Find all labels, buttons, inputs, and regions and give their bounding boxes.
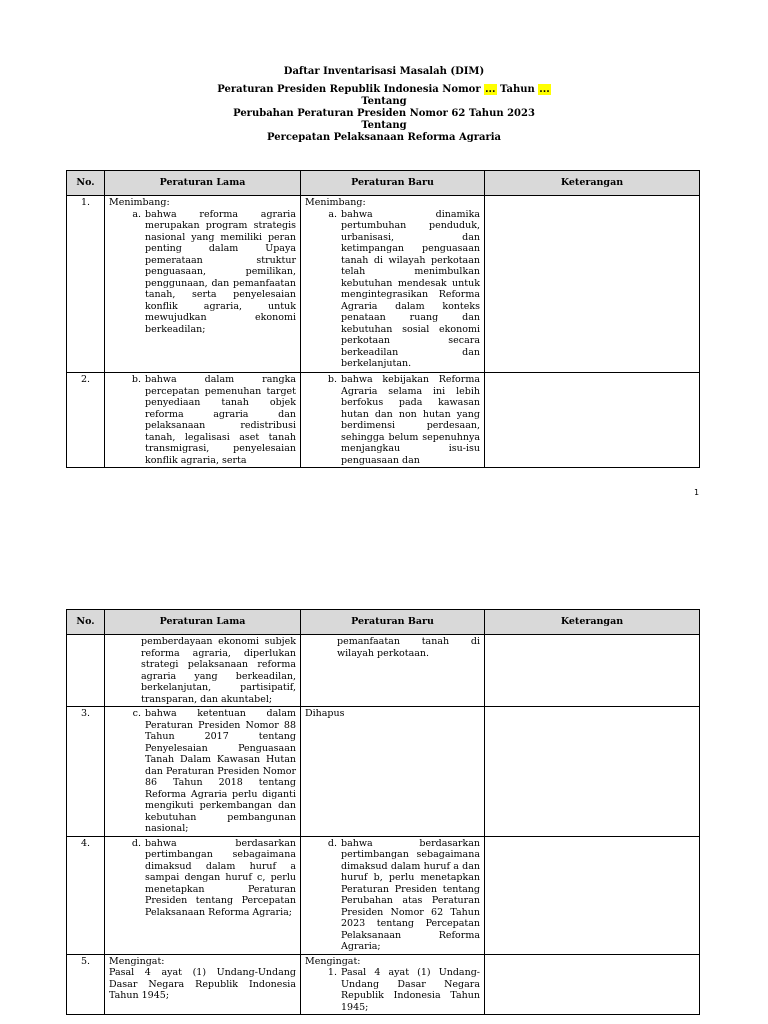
row-number: 3. xyxy=(67,707,105,837)
cell-peraturan-baru xyxy=(301,373,485,468)
item-text: Pasal 4 ayat (1) Undang-Undang Dasar Negara Republik Indonesia Tahun 1945; xyxy=(109,967,296,1001)
header-peraturan-lama: Peraturan Lama xyxy=(105,610,301,635)
document-header xyxy=(0,66,768,144)
tahun-label: Tahun xyxy=(500,84,535,95)
item-marker: a. xyxy=(328,208,337,220)
section-label-menimbang: Menimbang: xyxy=(109,197,170,208)
item-marker: a. xyxy=(132,208,141,220)
item-text: bahwa kebijakan Reforma Agraria selama ini lebih berfokus pada kawasan hutan dan non hutan yang berdimensi perdesaan, sehingga belum sepenuhnya menjangkau isu-isu penguasaan dan xyxy=(341,374,480,466)
item-text-continued: pemanfaatan tanah di wilayah perkotaan. xyxy=(337,636,480,659)
item-text: bahwa berdasarkan pertimbangan sebagaimana dimaksud dalam huruf a sampai dengan huruf c, perlu menetapkan Peraturan Presiden tentang Percepatan Pelaksanaan Reforma Agraria; xyxy=(145,837,296,918)
cell-peraturan-lama xyxy=(105,373,301,468)
item-text: bahwa dinamika pertumbuhan penduduk, urbanisasi, dan ketimpangan penguasaan tanah di wilayah perkotaan telah menimbulkan kebutuhan mendesak untuk mengintegrasikan Reforma Agraria dalam konteks penataan ruang dan kebutuhan sosial ekonomi perkotaan secara berkeadilan dan berkelanjutan. xyxy=(341,208,480,369)
cell-peraturan-lama xyxy=(105,707,301,837)
item-text-continued: pemberdayaan ekonomi subjek reforma agraria, diperlukan strategi pelaksanaan reforma agraria yang berkeadilan, berkelanjutan, partisipatif, transparan, dan akuntabel; xyxy=(141,636,296,705)
header-peraturan-baru: Peraturan Baru xyxy=(301,171,485,196)
deleted-text: Dihapus xyxy=(305,708,345,719)
item-marker: b. xyxy=(131,374,141,385)
cell-peraturan-lama xyxy=(105,196,301,373)
cell-peraturan-baru xyxy=(301,954,485,1015)
row-number xyxy=(67,635,105,707)
table-row xyxy=(67,954,700,1015)
cell-keterangan xyxy=(485,707,700,837)
row-number: 4. xyxy=(67,836,105,954)
perubahan-line: Perubahan Peraturan Presiden Nomor 62 Tahun 2023 xyxy=(233,108,535,119)
item-text: bahwa ketentuan dalam Peraturan Presiden Nomor 88 Tahun 2017 tentang Penyelesaian Penguasaan Tanah Dalam Kawasan Hutan dan Peraturan Presiden Nomor 86 Tahun 2018 tentang Reforma Agraria perlu diganti mengikuti perkembangan dan kebutuhan pembangunan nasional; xyxy=(145,708,296,834)
table-row xyxy=(67,707,700,837)
table-row xyxy=(67,196,700,373)
item-marker: d. xyxy=(131,837,141,849)
header-no: No. xyxy=(67,171,105,196)
item-text: bahwa berdasarkan pertimbangan sebagaimana dimaksud dalam huruf a dan huruf b, perlu menetapkan Peraturan Presiden tentang Perubahan atas Peraturan Presiden Nomor 62 Tahun 2023 tentang Percepatan Pelaksanaan Reforma Agraria; xyxy=(341,837,480,952)
section-label-mengingat: Mengingat: xyxy=(305,955,361,967)
document-title: Daftar Inventarisasi Masalah (DIM) xyxy=(283,66,485,77)
cell-peraturan-baru xyxy=(301,707,485,837)
cell-peraturan-lama xyxy=(105,836,301,954)
table-row xyxy=(67,836,700,954)
cell-keterangan xyxy=(485,196,700,373)
table-row xyxy=(67,373,700,468)
perpres-prefix: Peraturan Presiden Republik Indonesia Nomor xyxy=(217,84,481,95)
item-text: Pasal 4 ayat (1) Undang-Undang Dasar Negara Republik Indonesia Tahun 1945; xyxy=(341,967,480,1013)
cell-peraturan-baru xyxy=(301,196,485,373)
cell-peraturan-lama xyxy=(105,954,301,1015)
tentang-label-1: Tentang xyxy=(361,96,407,107)
item-marker: 1. xyxy=(327,967,337,978)
perpres-line xyxy=(0,84,768,96)
item-marker: d. xyxy=(327,837,337,849)
nomor-placeholder: ... xyxy=(485,84,496,95)
tentang-label-2: Tentang xyxy=(361,120,407,131)
cell-peraturan-baru xyxy=(301,635,485,707)
dim-table-page-1 xyxy=(66,170,700,468)
table-row xyxy=(67,635,700,707)
section-label-menimbang: Menimbang: xyxy=(305,197,366,208)
header-peraturan-lama: Peraturan Lama xyxy=(105,171,301,196)
row-number: 5. xyxy=(67,954,105,1015)
row-number: 1. xyxy=(67,196,105,373)
cell-peraturan-baru xyxy=(301,836,485,954)
item-marker: c. xyxy=(132,708,141,719)
cell-keterangan xyxy=(485,836,700,954)
table-header-row xyxy=(67,171,700,196)
item-text: bahwa dalam rangka percepatan pemenuhan target penyediaan tanah objek reforma agraria dan pelaksanaan redistribusi tanah, legalisasi aset tanah transmigrasi, penyelesaian konflik agraria, serta xyxy=(145,374,296,466)
section-label-mengingat: Mengingat: xyxy=(109,955,165,967)
document-subject: Percepatan Pelaksanaan Reforma Agraria xyxy=(266,132,502,143)
row-number: 2. xyxy=(67,373,105,468)
cell-keterangan xyxy=(485,373,700,468)
table-header-row xyxy=(67,610,700,635)
header-peraturan-baru: Peraturan Baru xyxy=(301,610,485,635)
tahun-placeholder: ... xyxy=(539,84,550,95)
header-no: No. xyxy=(67,610,105,635)
cell-keterangan xyxy=(485,954,700,1015)
page-number: 1 xyxy=(694,488,700,497)
item-marker: b. xyxy=(327,374,337,385)
dim-table-page-2 xyxy=(66,609,700,1015)
item-text: bahwa reforma agraria merupakan program strategis nasional yang memiliki peran penting dalam Upaya pemerataan struktur penguasaan, pemilikan, penggunaan, dan pemanfaatan tanah, serta penyelesaian konflik agraria, untuk mewujudkan ekonomi berkeadilan; xyxy=(145,208,296,335)
header-keterangan: Keterangan xyxy=(485,171,700,196)
cell-keterangan xyxy=(485,635,700,707)
header-keterangan: Keterangan xyxy=(485,610,700,635)
cell-peraturan-lama xyxy=(105,635,301,707)
